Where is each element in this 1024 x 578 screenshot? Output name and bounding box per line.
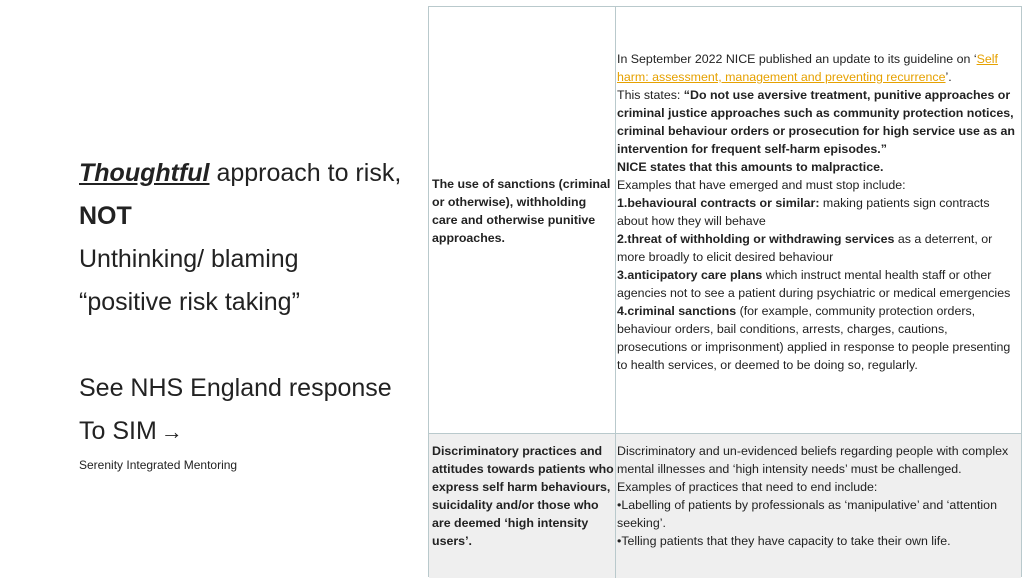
nice-quote: “Do not use aversive treatment, punitive approaches or criminal justice approaches such as community protection notices, criminal behaviour orders or prosecution for high service use as an intervention for frequent self-harm episodes.” <box>617 88 1015 156</box>
heading-rest: approach to risk, <box>209 159 402 187</box>
bullet-labelling: •Labelling of patients by professionals as ‘manipulative’ and ‘attention seeking’. <box>617 498 997 530</box>
keyword-thoughtful: Thoughtful <box>79 159 210 187</box>
table-cell-details <box>616 7 1021 433</box>
nhs-england-line: See NHS England response <box>79 374 392 402</box>
heading-line-unthinking: Unthinking/ blaming <box>79 245 299 273</box>
heading-line-not: NOT <box>79 202 132 230</box>
sanctions-details <box>617 50 1021 374</box>
table-cell-details <box>616 434 1021 578</box>
table-cell-heading <box>429 7 616 433</box>
item-1-text: making patients sign contracts about how they will behave <box>617 196 990 228</box>
to-sim-text: To SIM <box>79 417 157 445</box>
p2-start: This states: <box>617 88 684 102</box>
discriminatory-p2: Examples of practices that need to end include: <box>617 480 878 494</box>
item-3-title: 3.anticipatory care plans <box>617 268 763 282</box>
item-2-text: as a deterrent, or more broadly to elicit desired behaviour <box>617 232 993 264</box>
item-3-text: which instruct mental health staff or other agencies not to see a patient during psychiatric or medical emergencies <box>617 268 1011 300</box>
left-panel <box>79 152 429 477</box>
p1-start: In September 2022 NICE published an update to its guideline on ‘ <box>617 52 977 66</box>
nice-guideline-link[interactable]: Self harm: assessment, management and preventing recurrence <box>617 52 998 84</box>
spacer <box>79 324 429 367</box>
item-2-title: 2.threat of withholding or withdrawing services <box>617 232 895 246</box>
heading-line-positive-risk: “positive risk taking” <box>79 288 300 316</box>
item-1-title: 1.behavioural contracts or similar: <box>617 196 820 210</box>
item-4-text: (for example, community protection orders, behaviour orders, bail conditions, arrests, charges, cautions, prosecutions or imprisonment) applied in response to people presenting to health services, or deemed to be doing so, regularly. <box>617 304 1011 372</box>
row-heading-sanctions: The use of sanctions (criminal or otherwise), withholding care and otherwise punitive approaches. <box>432 177 611 245</box>
guidance-table <box>428 6 1022 577</box>
table-row-discriminatory <box>429 433 1021 578</box>
item-4-title: 4.criminal sanctions <box>617 304 737 318</box>
discriminatory-p1: Discriminatory and un-evidenced beliefs regarding people with complex mental illnesses and ‘high intensity needs’ must be challenged. <box>617 444 1009 476</box>
p1-end: ’. <box>945 70 952 84</box>
to-sim-line <box>79 410 429 453</box>
examples-intro: Examples that have emerged and must stop include: <box>617 178 906 192</box>
sim-note: Serenity Integrated Mentoring <box>79 458 238 472</box>
bullet-capacity: •Telling patients that they have capacity to take their own life. <box>617 534 951 548</box>
table-cell-heading <box>429 434 616 578</box>
table-row-sanctions <box>429 7 1021 433</box>
row-heading-discriminatory: Discriminatory practices and attitudes towards patients who express self harm behaviours, suicidality and/or those who are deemed ‘high intensity users’. <box>432 444 614 548</box>
malpractice-statement: NICE states that this amounts to malpractice. <box>617 160 884 174</box>
discriminatory-details <box>617 442 1021 550</box>
arrow-right-icon: → <box>160 419 183 444</box>
heading-line-thoughtful <box>79 152 429 195</box>
